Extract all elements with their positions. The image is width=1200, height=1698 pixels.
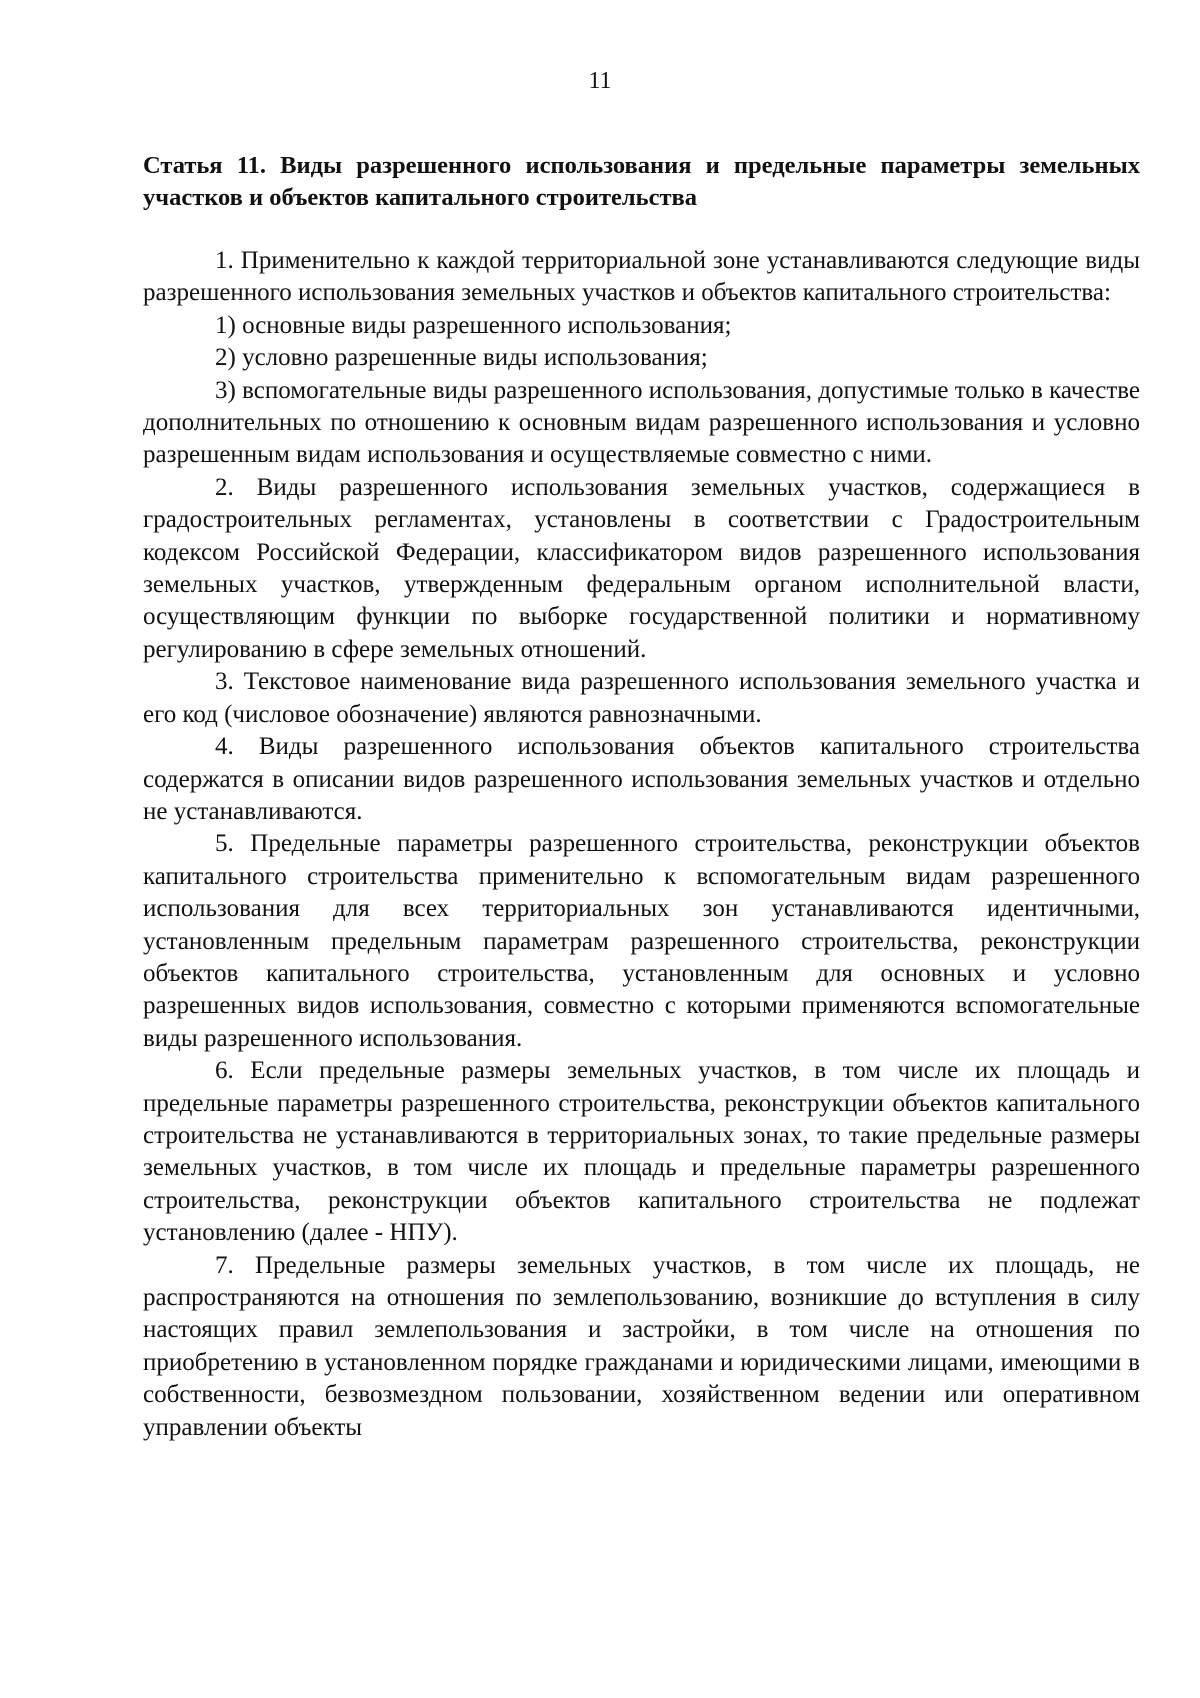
paragraph-7: 7. Предельные размеры земельных участков, в том числе их площадь, не распространяются на отношения по землепользованию, возникшие до вступления в силу настоящих правил землепользования и застройки, в том числе на отношения по приобретению в установленном порядке гражданами и юридическими лицами, имеющими в собственности, безвозмездном пользовании, хозяйственном ведении или оперативном управлении объекты: [143, 1251, 1140, 1441]
article-body: [143, 245, 1140, 1444]
paragraph-1: 1. Применительно к каждой территориальной зоне устанавливаются следующие виды разрешенного использования земельных участков и объектов капитального строительства:: [143, 247, 1140, 307]
paragraph-6: 6. Если предельные размеры земельных участков, в том числе их площадь и предельные параметры разрешенного строительства, реконструкции объектов капитального строительства не устанавливаются в территориальных зонах, то такие предельные размеры земельных участков, в том числе их площадь и предельные параметры разрешенного строительства, реконструкции объектов капитального строительства не подлежат установлению (далее - НПУ).: [143, 1057, 1140, 1247]
paragraph-5: 5. Предельные параметры разрешенного строительства, реконструкции объектов капитального строительства применительно к вспомогательным видам разрешенного использования для всех территориальных зон устанавливаются идентичными, установленным предельным параметрам разрешенного строительства, реконструкции объектов капитального строительства, установленным для основных и условно разрешенных видов использования, совместно с которыми применяются вспомогательные виды разрешенного использования.: [143, 830, 1140, 1052]
paragraph-4: 4. Виды разрешенного использования объектов капитального строительства содержатся в описании видов разрешенного использования земельных участков и отдельно не устанавливаются.: [143, 733, 1140, 825]
paragraph-3: 3. Текстовое наименование вида разрешенного использования земельного участка и его код (числовое обозначение) являются равнозначными.: [143, 668, 1140, 728]
article-title: Статья 11. Виды разрешенного использования и предельные параметры земельных участков и объектов капитального строительства: [143, 152, 1140, 211]
list-item-1: 1) основные виды разрешенного использования;: [215, 311, 732, 339]
page-number: 11: [588, 68, 612, 94]
list-item-2: 2) условно разрешенные виды использования;: [215, 344, 708, 372]
paragraph-2: 2. Виды разрешенного использования земельных участков, содержащиеся в градостроительных регламентах, установлены в соответствии с Градостроительным кодексом Российской Федерации, классификатором видов разрешенного использования земельных участков, утвержденным федеральным органом исполнительной власти, осуществляющим функции по выборке государственной политики и нормативному регулированию в сфере земельных отношений.: [143, 473, 1140, 663]
list-item-3: 3) вспомогательные виды разрешенного использования, допустимые только в качестве дополнительных по отношению к основным видам разрешенного использования и условно разрешенным видам использования и осуществляемые совместно с ними.: [143, 376, 1140, 469]
